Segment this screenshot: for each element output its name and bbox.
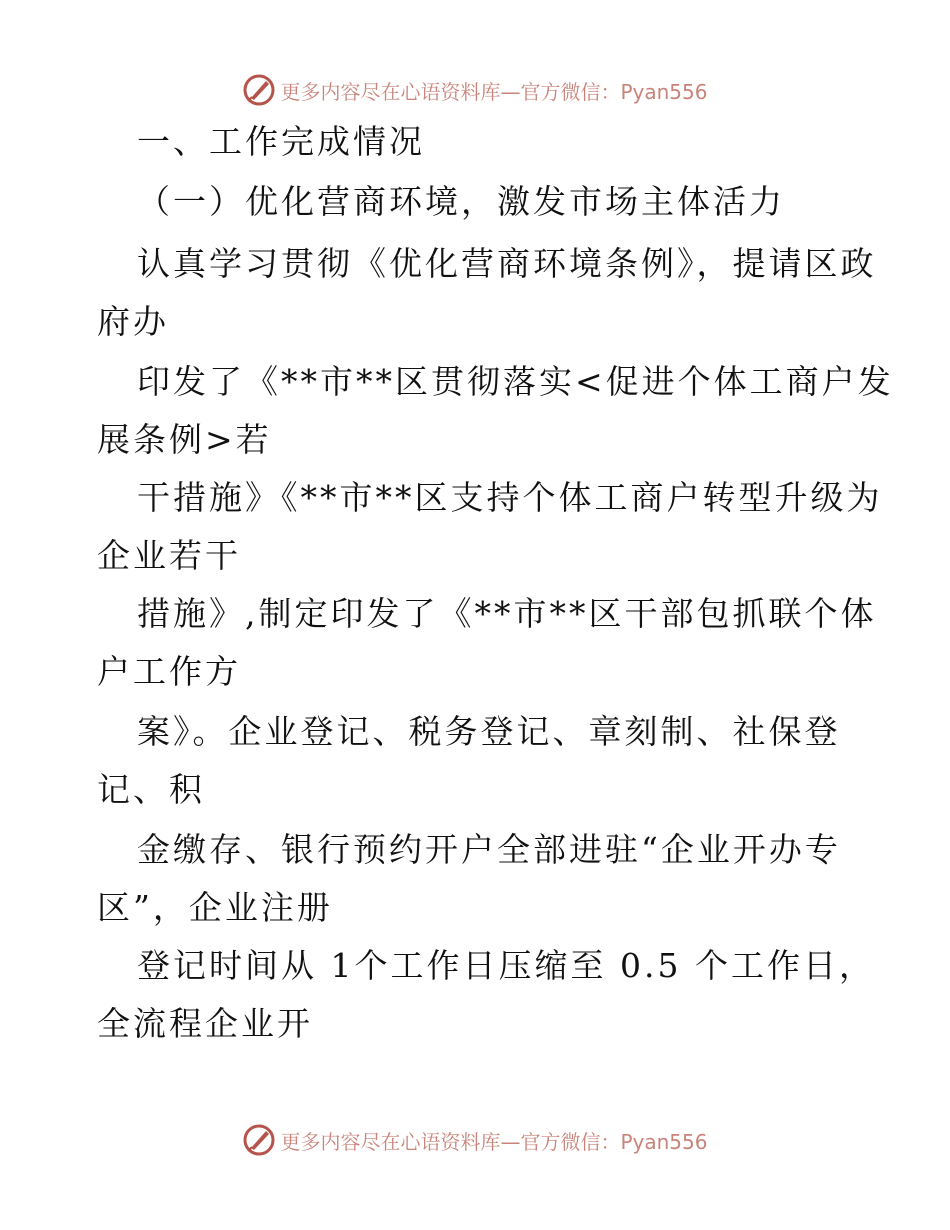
paragraph-line: 干措施》《**市**区支持个体工商户转型升级为 <box>137 478 883 517</box>
paragraph-line: 府办 <box>97 302 169 341</box>
header-banner-text: 更多内容尽在心语资料库—官方微信：Pyan556 <box>280 79 708 104</box>
header-banner <box>0 70 950 110</box>
paragraph-line: 印发了《**市**区贯彻落实<促进个体工商户发 <box>137 362 894 401</box>
paragraph-line: 措施》,制定印发了《**市**区干部包抓联个体 <box>137 594 877 633</box>
paragraph-line: 金缴存、银行预约开户全部进驻“企业开办专 <box>137 830 841 869</box>
paragraph-line: 记、积 <box>97 770 205 809</box>
footer-banner <box>0 1120 950 1160</box>
paragraph-line: 企业若干 <box>97 536 241 575</box>
section-heading: 一、工作完成情况 <box>137 122 425 161</box>
paragraph-line: 认真学习贯彻《优化营商环境条例》，提请区政 <box>137 244 877 283</box>
paragraph-line: 户工作方 <box>97 652 241 691</box>
paragraph-line: 展条例>若 <box>97 420 272 459</box>
footer-banner-text: 更多内容尽在心语资料库—官方微信：Pyan556 <box>280 1129 708 1154</box>
paragraph-line: 案》。企业登记、税务登记、章刻制、社保登 <box>137 712 841 751</box>
quill-logo-icon <box>242 73 276 107</box>
paragraph-line: 登记时间从 1个工作日压缩至 0.5 个工作日， <box>137 946 875 985</box>
subsection-heading: （一）优化营商环境，激发市场主体活力 <box>137 182 785 221</box>
paragraph-line: 区”，企业注册 <box>97 888 333 927</box>
quill-logo-icon <box>242 1123 276 1157</box>
paragraph-line: 全流程企业开 <box>97 1004 313 1043</box>
